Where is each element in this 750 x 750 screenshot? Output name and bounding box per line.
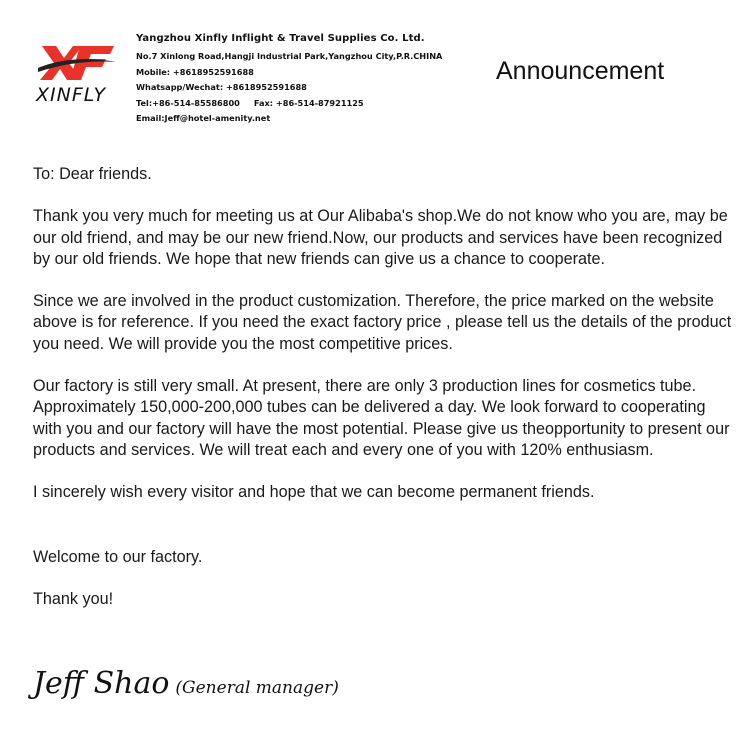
logo-wordmark: XINFLY: [36, 84, 107, 106]
greeting: To: Dear friends.: [33, 165, 152, 183]
thanks-line: Thank you!: [33, 589, 114, 608]
letter-body: [33, 164, 733, 610]
paragraph-intro: Thank you very much for meeting us at Our Alibaba's shop.We do not know who you are, may be our old friend, and may be our new friend.Now, our products and services have been recognized by our old friends. We hope that new friends can give us a chance to cooperate.: [33, 207, 728, 268]
company-fax: Fax: +86-514-87921125: [253, 97, 364, 108]
paragraph-wish: I sincerely wish every visitor and hope that we can become permanent friends.: [33, 483, 595, 502]
company-whatsapp: Whatsapp/Wechat: +8618952591688: [136, 82, 307, 93]
company-name: Yangzhou Xinfly Inflight & Travel Supplies Co. Ltd.: [136, 33, 425, 44]
company-info: [136, 33, 442, 127]
signature-title: (General manager): [175, 678, 339, 698]
company-tel: Tel:+86-514-85586800: [136, 97, 240, 108]
page-title: Announcement: [496, 57, 665, 85]
company-mobile: Mobile: +8618952591688: [136, 66, 254, 77]
company-phone-fax: [136, 96, 442, 112]
signature: [33, 666, 339, 701]
paragraph-factory: Our factory is still very small. At present, there are only 3 production lines for cosmetics tube. Approximately 150,000-200,000 tubes can be delivered a day. We look forward to cooperating with you and our factory will have the most potential. Please give us theopportunity to present our products and services. We will treat each and every one of you with 120% enthusiasm.: [33, 377, 730, 459]
company-address: No.7 Xinlong Road,Hangji Industrial Park,Yangzhou City,P.R.CHINA: [136, 51, 443, 61]
paragraph-pricing: Since we are involved in the product customization. Therefore, the price marked on the website above is for reference. If you need the exact factory price , please tell us the details of the product you need. We will provide you the most competitive prices.: [33, 292, 732, 353]
signature-name: Jeff Shao: [33, 666, 170, 701]
xf-logo-icon: [36, 40, 118, 86]
company-email: Email:Jeff@hotel-amenity.net: [136, 113, 271, 124]
welcome-line: Welcome to our factory.: [33, 547, 203, 566]
